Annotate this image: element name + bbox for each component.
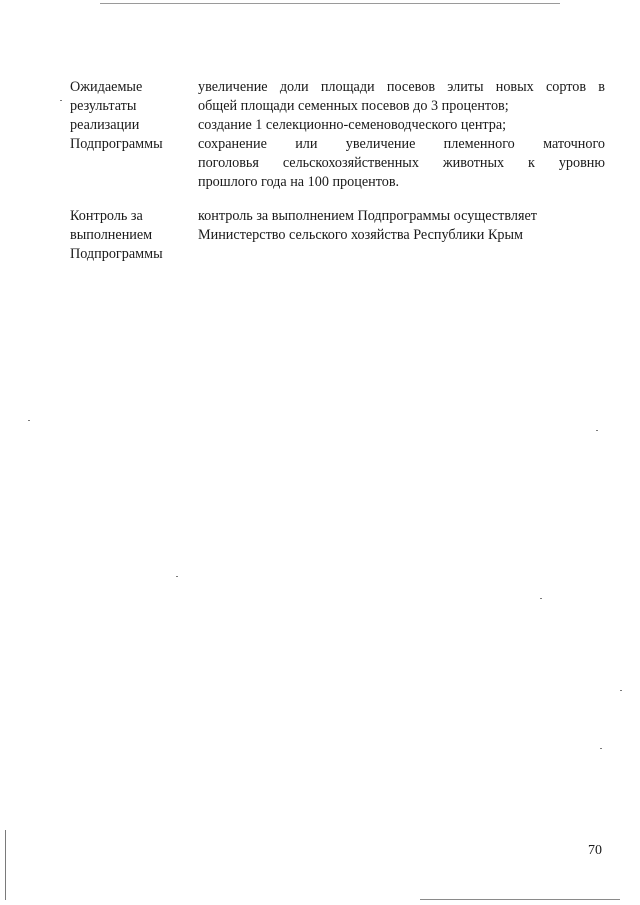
content-line: контроль за выполнением Подпрограммы осуществляет bbox=[198, 208, 537, 224]
expected-results-section bbox=[70, 78, 605, 192]
content-line: создание 1 селекционно-семеноводческого центра; bbox=[198, 117, 507, 133]
label-line: реализации bbox=[70, 117, 140, 133]
scan-speck bbox=[60, 100, 62, 101]
label-line: Контроль за bbox=[70, 208, 143, 224]
control-section bbox=[70, 207, 605, 264]
control-content bbox=[198, 207, 605, 264]
content-line: поголовья сельскохозяйственных животных к уровню bbox=[198, 155, 605, 171]
label-line: выполнением bbox=[70, 227, 153, 243]
label-line: Ожидаемые bbox=[70, 79, 143, 95]
label-line: Подпрограммы bbox=[70, 136, 163, 152]
content-line: сохранение или увеличение племенного маточного bbox=[198, 136, 605, 152]
scan-artifact-bottom-line bbox=[420, 899, 620, 900]
scan-speck bbox=[28, 420, 30, 421]
content-line: общей площади семенных посевов до 3 процентов; bbox=[198, 98, 509, 114]
label-line: результаты bbox=[70, 98, 137, 114]
content-line: увеличение доли площади посевов элиты новых сортов в bbox=[198, 79, 605, 95]
scan-speck bbox=[620, 690, 622, 691]
content-line: Министерство сельского хозяйства Республики Крым bbox=[198, 227, 524, 243]
expected-results-content bbox=[198, 78, 605, 192]
scan-artifact-top-line bbox=[100, 3, 560, 4]
control-label bbox=[70, 207, 198, 264]
scan-speck bbox=[540, 598, 542, 599]
page-number: 70 bbox=[588, 843, 602, 858]
label-line: Подпрограммы bbox=[70, 246, 163, 262]
expected-results-label bbox=[70, 78, 198, 192]
scan-speck bbox=[596, 430, 598, 431]
content-line: прошлого года на 100 процентов. bbox=[198, 174, 400, 190]
scan-speck bbox=[176, 576, 178, 577]
scan-speck bbox=[600, 748, 602, 749]
scan-artifact-left-line bbox=[5, 830, 6, 900]
